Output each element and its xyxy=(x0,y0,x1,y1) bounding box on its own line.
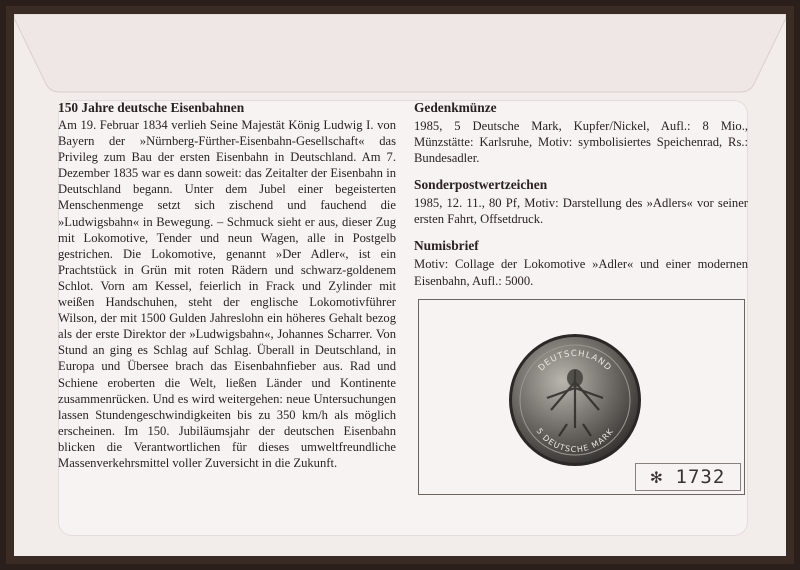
serial-number: ✻ 1732 xyxy=(635,463,741,491)
coin-window xyxy=(418,299,745,495)
stamp-info-text: 1985, 12. 11., 80 Pf, Motiv: Darstellung des »Adlers« vor seiner ersten Fahrt, Offsetdruck. xyxy=(414,196,748,227)
coin-info xyxy=(414,100,748,166)
letter-info-title: Numisbrief xyxy=(414,238,479,254)
envelope-flap xyxy=(14,14,786,98)
history-title: 150 Jahre deutsche Eisenbahnen xyxy=(58,100,245,115)
stamp-info xyxy=(414,177,748,227)
details-section xyxy=(414,100,748,300)
stamp-info-title: Sonderpostwertzeichen xyxy=(414,177,548,193)
history-section xyxy=(58,100,396,471)
coin-bottom-inscription: 5 DEUTSCHE MARK xyxy=(534,426,616,455)
coin-info-text: 1985, 5 Deutsche Mark, Kupfer/Nickel, Aufl.: 8 Mio., Münzstätte: Karlsruhe, Motiv: symbolisiertes Speichenrad, Rs.: Bundesadler. xyxy=(414,119,748,166)
coin-info-title: Gedenkmünze xyxy=(414,100,497,115)
history-text: Am 19. Februar 1834 verlieh Seine Majestät König Ludwig I. von Bayern der »Nürnberg-Fürther-Eisenbahn-Gesellschaft« das Privileg zum Bau der ersten Eisenbahn in Deutschland. Am 7. Dezember 1835 war es dann soweit: das Zeitalter der Eisenbahn in Deutschland begann. Unter dem Jubel einer begeisterten Menschenmenge setzt sich zischend und fauchend die »Ludwigsbahn« in Bewegung. – Schmuck sieht er aus, dieser Zug mit Lokomotive, Tender und neun Wagen, alle in Postgelb gestrichen. Die Lokomotive, genannt »Der Adler«, ist ein Prachtstück in Grün mit roten Rädern und schwarz-goldenem Schlot. Vorn am Kessel, feierlich in Frack und Zylinder mit weißen Handschuhen, steht der englische Lokomotivführer Wilson, der mit 1500 Gulden Jahreslohn ein höheres Gehalt bezog als der erste Direktor der »Ludwigsbahn«, Johannes Scharrer. Von Stund an ging es Schlag auf Schlag. Überall in Deutschland, in Europa und Übersee brach das Eisenbahnfieber aus. Rad und Schiene eroberten die Welt, ließen Länder und Kontinente zusammenrücken. Und es wird weitergehen: neue Untersuchungen lassen Stundengeschwindigkeiten bis zu 350 km/h als möglich erscheinen. Im 150. Jubiläumsjahr der deutschen Eisenbahn blicken die Verantwortlichen für dieses umweltfreundliche Massenverkehrsmittel voller Zuversicht in die Zukunft. xyxy=(58,118,396,470)
coin-top-inscription: DEUTSCHLAND xyxy=(536,348,614,374)
coin-image xyxy=(507,332,643,468)
letter-info-text: Motiv: Collage der Lokomotive »Adler« und einer modernen Eisenbahn, Aufl.: 5000. xyxy=(414,257,748,288)
letter-info xyxy=(414,238,748,288)
